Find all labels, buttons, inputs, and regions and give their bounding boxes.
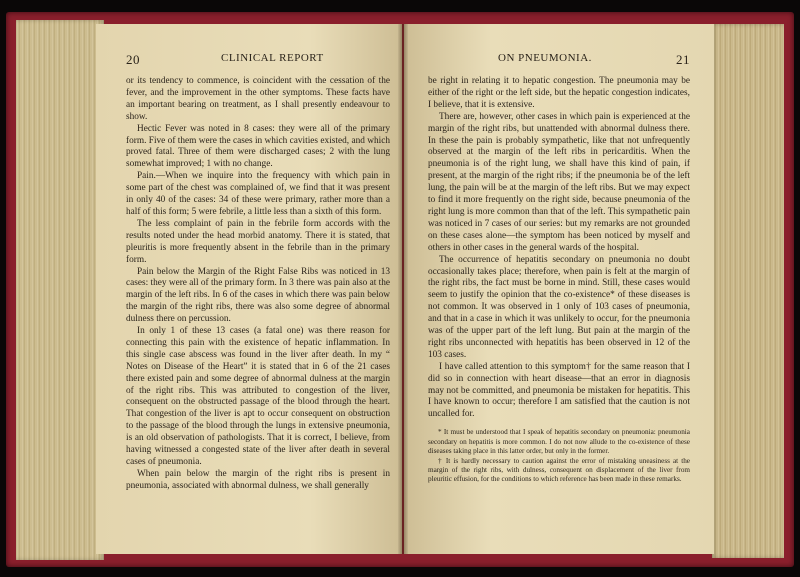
left-running-head bbox=[126, 52, 390, 68]
left-paragraph: In only 1 of these 13 cases (a fatal one) was there reason for connecting this pain with the existence of hepatic inflammation. In this single case abscess was found in the liver after death. In my “ Notes on Disease of the Heart” it is stated that in 6 of the 21 cases there existed pain and some degree of abnormal dulness at the margin of the right ribs. This was attributed to congestion of the liver, consequent on the obstructed passage of the blood through the heart. That congestion of the liver is apt to occur consequent on obstruction to the passage of the blood through the lungs in extensive pneumonia, is an old observation of pathologists. That it is correct, I believe, from having witnessed a congested state of the liver after death in several cases of pneumonia. bbox=[126, 326, 390, 467]
right-page-edges bbox=[712, 24, 784, 558]
left-body-text bbox=[126, 76, 390, 493]
right-paragraph: be right in relating it to hepatic congestion. The pneumonia may be either of the right or the left side, but the hepatic congestion indicates, I believe, that it is extensive. bbox=[428, 76, 690, 110]
right-paragraph: The occurrence of hepatitis secondary on pneumonia no doubt occasionally takes place; therefore, when pain is felt at the margin of the right ribs, the fact must be borne in mind. Still, these cases would seem to justify the opinion that the co-existence* of these diseases is not common. It was observed in 1 only of 103 cases of pneumonia, and that in a case in which it was unlikely to occur, for the pneumonia was of the upper part of the left lung. But pain at the margin of the right ribs unconnected with hepatitis has been observed in 12 of the 103 cases. bbox=[428, 254, 690, 360]
left-paragraph: Pain.—When we inquire into the frequency with which pain in some part of the chest was complained of, we find that it was present in only 40 of the cases: 34 of these were primary, rather more than a half of this form; 5 were febrile, a little less than a sixth of this form. bbox=[126, 171, 390, 217]
right-page bbox=[404, 24, 714, 554]
left-paragraph: The less complaint of pain in the febrile form accords with the results noted under the head morbid anatomy. There it is stated, that pleuritis is more frequently absent in the febrile than in the primary form. bbox=[126, 218, 390, 265]
footnote: * It must be understood that I speak of hepatitis secondary on pneumonia: pneumonia secondary on hepatitis is more common. I do not now allude to the co-existence of these diseases taking place in this latter order, but only in the former. bbox=[428, 428, 690, 456]
right-paragraph: There are, however, other cases in which pain is experienced at the margin of the right ribs, but unattended with abnormal dulness there. In these the pain is probably sympathetic, like that not unfrequently observed at the margin of the left ribs in pericarditis. When the pneumonia is of the right lung, we shall have this kind of pain, if present, at the margin of the right ribs; if the pneumonia be of the left lung, the pain will be at the margin of the left ribs. But we may expect to find it more frequently on the right side, because pneumonia of the right lung is more common than that of the left. This sympathetic pain was noticed in 7 cases of our series: but my remarks are not grounded on these cases alone—the symptom has been noticed by myself and others in other cases in the general wards of the hospital. bbox=[428, 111, 690, 253]
right-paragraph: I have called attention to this symptom† for the same reason that I did so in connection with heart disease—that an error in diagnosis may not be committed, and pneumonia be mistaken for hepatitis. This I have known to occur; therefore I am satisfied that the caution is not uncalled for. bbox=[428, 361, 690, 420]
book-gutter bbox=[398, 24, 408, 554]
left-paragraph: or its tendency to commence, is coincident with the cessation of the fever, and the improvement in the other symptoms. These facts have an important bearing on treatment, as I shall presently endeavour to show. bbox=[126, 76, 390, 122]
right-body-text bbox=[428, 76, 690, 421]
footnote: † It is hardly necessary to caution against the error of mistaking uneasiness at the margin of the right ribs, with dulness, consequent on displacement of the liver from pleuritic effusion, for the conditions to which reference has been made in these remarks. bbox=[428, 456, 690, 484]
right-page-number: 21 bbox=[676, 52, 690, 67]
left-page bbox=[96, 24, 402, 554]
left-page-number: 20 bbox=[126, 52, 140, 67]
left-paragraph: Hectic Fever was noted in 8 cases: they were all of the primary form. Five of them were the cases in which cavities existed, and which proved fatal. Three of them were discharged cases; 2 with the lung somewhat improved; 1 with no change. bbox=[126, 123, 390, 170]
left-running-title: CLINICAL REPORT bbox=[221, 52, 324, 64]
left-paragraph: When pain below the margin of the right ribs is present in pneumonia, associated with abnormal dulness, we shall generally bbox=[126, 468, 390, 491]
right-running-title: ON PNEUMONIA. bbox=[498, 52, 592, 64]
footnotes bbox=[428, 425, 690, 484]
left-paragraph: Pain below the Margin of the Right False Ribs was noticed in 13 cases: they were all of the primary form. In 3 there was pain also at the margin of the left ribs. In 6 of the cases in which there was pain below the margin of the right ribs, there was also some degree of abnormal dulness there on percussion. bbox=[126, 266, 390, 325]
left-page-edges bbox=[16, 20, 104, 560]
